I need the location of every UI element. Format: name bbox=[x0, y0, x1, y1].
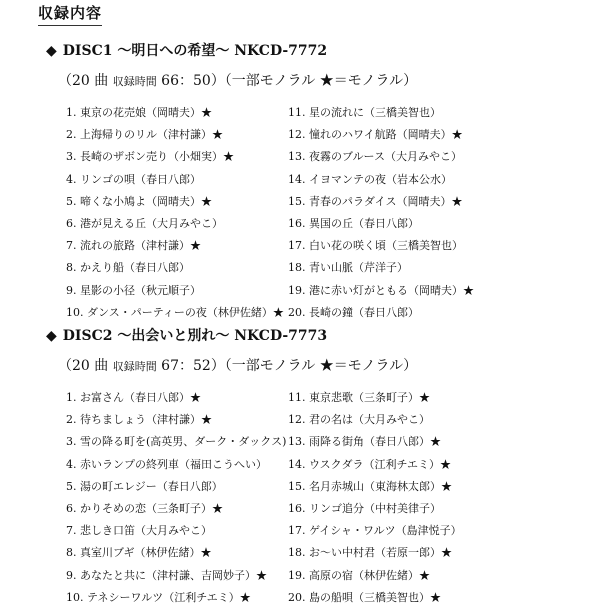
disc-1-time: 66：50 bbox=[161, 73, 211, 89]
track-item: 5. 湯の町エレジー（春日八郎） bbox=[66, 479, 223, 493]
track-item: 19. 港に赤い灯がともる（岡晴夫）★ bbox=[288, 283, 474, 297]
diamond-icon: ◆ bbox=[46, 328, 57, 344]
track-item: 19. 高原の宿（林伊佐緒）★ bbox=[288, 568, 430, 582]
track-item: 18. お～い中村君（若原一郎）★ bbox=[288, 546, 452, 560]
disc-1-header bbox=[46, 40, 586, 60]
track-item: 10. ダンス・パーティーの夜（林伊佐緒）★ bbox=[66, 305, 284, 319]
disc-1-title: DISC1 ～明日への希望～ NKCD-7772 bbox=[62, 43, 328, 59]
disc-2-count: （20 曲 bbox=[58, 358, 109, 374]
track-item: 2. 待ちましょう（津村謙）★ bbox=[66, 413, 212, 427]
track-item: 16. リンゴ追分（中村美律子） bbox=[288, 502, 441, 515]
track-item: 6. 港が見える丘（大月みやこ） bbox=[66, 217, 223, 230]
disc-2 bbox=[46, 325, 586, 604]
disc-2-info bbox=[58, 355, 586, 375]
track-item: 17. ゲイシャ・ワルツ（島津悦子） bbox=[288, 524, 462, 538]
track-item: 14. イヨマンテの夜（岩本公水） bbox=[288, 172, 452, 186]
track-item: 3. 長崎のザボン売り（小畑実）★ bbox=[66, 150, 234, 164]
track-item: 10. テネシーワルツ（江利チエミ）★ bbox=[66, 590, 251, 604]
disc-1-time-label: 収録時間 bbox=[112, 75, 157, 88]
track-item: 13. 雨降る街角（春日八郎）★ bbox=[288, 435, 441, 449]
track-item: 12. 君の名は（大月みやこ） bbox=[288, 413, 430, 427]
track-item: 20. 長崎の鐘（春日八郎） bbox=[288, 305, 419, 319]
track-item: 20. 島の船唄（三橋美智也）★ bbox=[288, 590, 441, 604]
track-item: 18. 青い山脈（芹洋子） bbox=[288, 261, 408, 275]
disc-2-time: 67：52 bbox=[161, 358, 211, 374]
track-item: 13. 夜霧のブルース（大月みやこ） bbox=[288, 150, 462, 164]
track-item: 1. 東京の花売娘（岡晴夫）★ bbox=[66, 106, 212, 119]
disc-1 bbox=[46, 40, 586, 319]
track-item: 16. 異国の丘（春日八郎） bbox=[288, 217, 419, 230]
track-item: 1. お富さん（春日八郎）★ bbox=[66, 391, 201, 404]
track-item: 9. 星影の小径（秋元順子） bbox=[66, 283, 201, 297]
disc-1-count: （20 曲 bbox=[58, 73, 109, 89]
track-item: 7. 流れの旅路（津村謙）★ bbox=[66, 239, 201, 253]
track-item: 17. 白い花の咲く頃（三橋美智也） bbox=[288, 239, 463, 253]
track-item: 15. 青春のパラダイス（岡晴夫）★ bbox=[288, 194, 463, 208]
track-item: 7. 悲しき口笛（大月みやこ） bbox=[66, 524, 212, 538]
disc-2-note: ）（一部モノラル ★＝モノラル） bbox=[210, 358, 418, 374]
disc-2-title: DISC2 ～出会いと別れ～ NKCD-7773 bbox=[62, 328, 328, 344]
section-title: 収録内容 bbox=[38, 4, 103, 22]
track-item: 2. 上海帰りのリル（津村謙）★ bbox=[66, 128, 223, 142]
disc-2-header bbox=[46, 325, 586, 345]
track-item: 11. 東京悲歌（三条町子）★ bbox=[288, 391, 430, 404]
track-item: 11. 星の流れに（三橋美智也） bbox=[288, 106, 441, 119]
track-item: 4. リンゴの唄（春日八郎） bbox=[66, 172, 201, 186]
track-item: 14. ウスクダラ（江利チエミ）★ bbox=[288, 457, 451, 471]
disc-1-info bbox=[58, 70, 586, 90]
track-item: 8. 真室川ブギ（林伊佐緒）★ bbox=[66, 546, 212, 560]
track-item: 6. かりそめの恋（三条町子）★ bbox=[66, 502, 223, 515]
track-item: 4. 赤いランプの終列車（福田こうへい） bbox=[66, 457, 267, 471]
diamond-icon: ◆ bbox=[46, 43, 57, 59]
track-item: 8. かえり船（春日八郎） bbox=[66, 261, 190, 275]
track-item: 12. 憧れのハワイ航路（岡晴夫）★ bbox=[288, 128, 463, 142]
track-item: 15. 名月赤城山（東海林太郎）★ bbox=[288, 479, 452, 493]
track-item: 9. あなたと共に（津村謙、吉岡妙子）★ bbox=[66, 568, 267, 582]
track-item: 3. 雪の降る町を(高英男、ダーク・ダックス) bbox=[66, 435, 287, 449]
disc-1-note: ）（一部モノラル ★＝モノラル） bbox=[210, 73, 418, 89]
track-item: 5. 啼くな小鳩よ（岡晴夫）★ bbox=[66, 194, 212, 208]
disc-2-time-label: 収録時間 bbox=[112, 360, 157, 373]
